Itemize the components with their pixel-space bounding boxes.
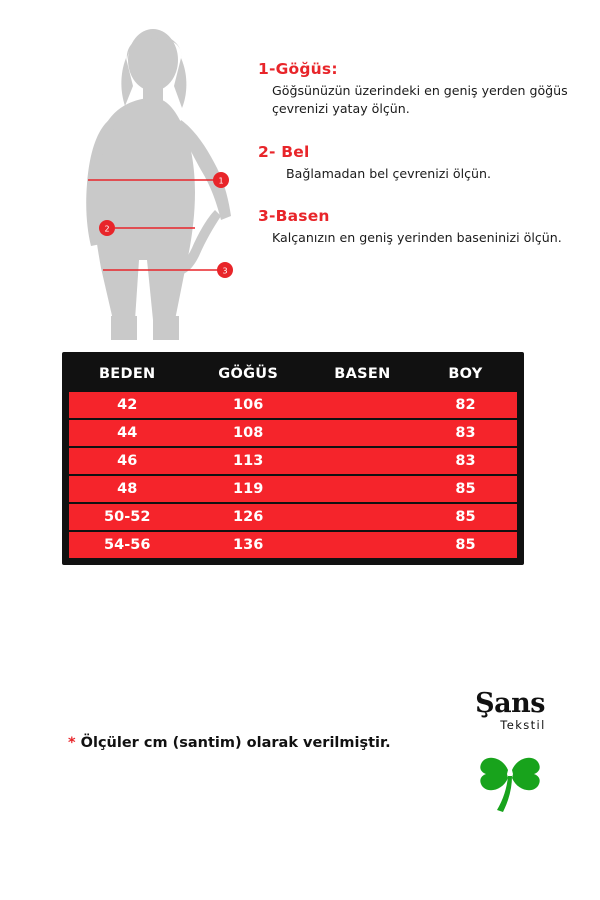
clover-icon (455, 740, 565, 814)
table-row (69, 447, 517, 475)
column-header-boy: BOY (414, 359, 517, 391)
table-row (69, 531, 517, 558)
size-table (69, 359, 517, 558)
cell-gogus: 108 (185, 419, 310, 447)
instruction-waist (258, 143, 568, 183)
instruction-bust-title: 1-Göğüs: (258, 60, 338, 78)
svg-text:3: 3 (222, 266, 228, 276)
cell-beden: 50-52 (69, 503, 185, 531)
instruction-waist-title: 2- Bel (258, 142, 310, 161)
cell-basen (311, 531, 414, 558)
cell-gogus: 113 (185, 447, 310, 475)
measurement-instructions (258, 60, 568, 265)
brand-logo (455, 690, 565, 820)
footnote-star: * (68, 735, 76, 751)
instruction-waist-text: Bağlamadan bel çevrenizi ölçün. (286, 165, 491, 181)
cell-boy: 85 (414, 531, 517, 558)
instruction-bust-text: Göğsünüzün üzerindeki en geniş yerden göğüs çevrenizi yatay ölçün. (272, 83, 568, 117)
instruction-hips (258, 207, 568, 247)
cell-beden: 44 (69, 419, 185, 447)
brand-name: Şans (475, 688, 545, 719)
female-body-silhouette-icon (35, 20, 250, 340)
cell-basen (311, 391, 414, 419)
size-table-frame (62, 352, 524, 565)
instruction-hips-title: 3-Basen (258, 206, 330, 225)
cell-boy: 83 (414, 419, 517, 447)
svg-text:2: 2 (104, 224, 110, 234)
cell-gogus: 126 (185, 503, 310, 531)
cell-boy: 85 (414, 503, 517, 531)
footnote-text: Ölçüler cm (santim) olarak verilmiştir. (75, 735, 391, 751)
cell-basen (311, 475, 414, 503)
cell-beden: 54-56 (69, 531, 185, 558)
brand-subtitle: Tekstil (500, 718, 546, 732)
instruction-hips-text: Kalçanızın en geniş yerinden baseninizi ölçün. (272, 229, 562, 245)
table-row (69, 475, 517, 503)
body-figure (35, 20, 250, 340)
cell-gogus: 106 (185, 391, 310, 419)
table-row (69, 503, 517, 531)
cell-basen (311, 503, 414, 531)
instruction-bust (258, 60, 568, 119)
table-header-row (69, 359, 517, 391)
cell-boy: 83 (414, 447, 517, 475)
cell-beden: 46 (69, 447, 185, 475)
four-leaf-clover-icon (473, 740, 547, 814)
table-row (69, 419, 517, 447)
cell-gogus: 119 (185, 475, 310, 503)
column-header-gogus: GÖĞÜS (185, 359, 310, 391)
table-row (69, 391, 517, 419)
cell-boy: 85 (414, 475, 517, 503)
cell-gogus: 136 (185, 531, 310, 558)
footnote (68, 735, 391, 751)
cell-basen (311, 447, 414, 475)
cell-boy: 82 (414, 391, 517, 419)
cell-beden: 42 (69, 391, 185, 419)
cell-beden: 48 (69, 475, 185, 503)
svg-text:1: 1 (218, 176, 224, 186)
cell-basen (311, 419, 414, 447)
column-header-beden: BEDEN (69, 359, 185, 391)
column-header-basen: BASEN (311, 359, 414, 391)
